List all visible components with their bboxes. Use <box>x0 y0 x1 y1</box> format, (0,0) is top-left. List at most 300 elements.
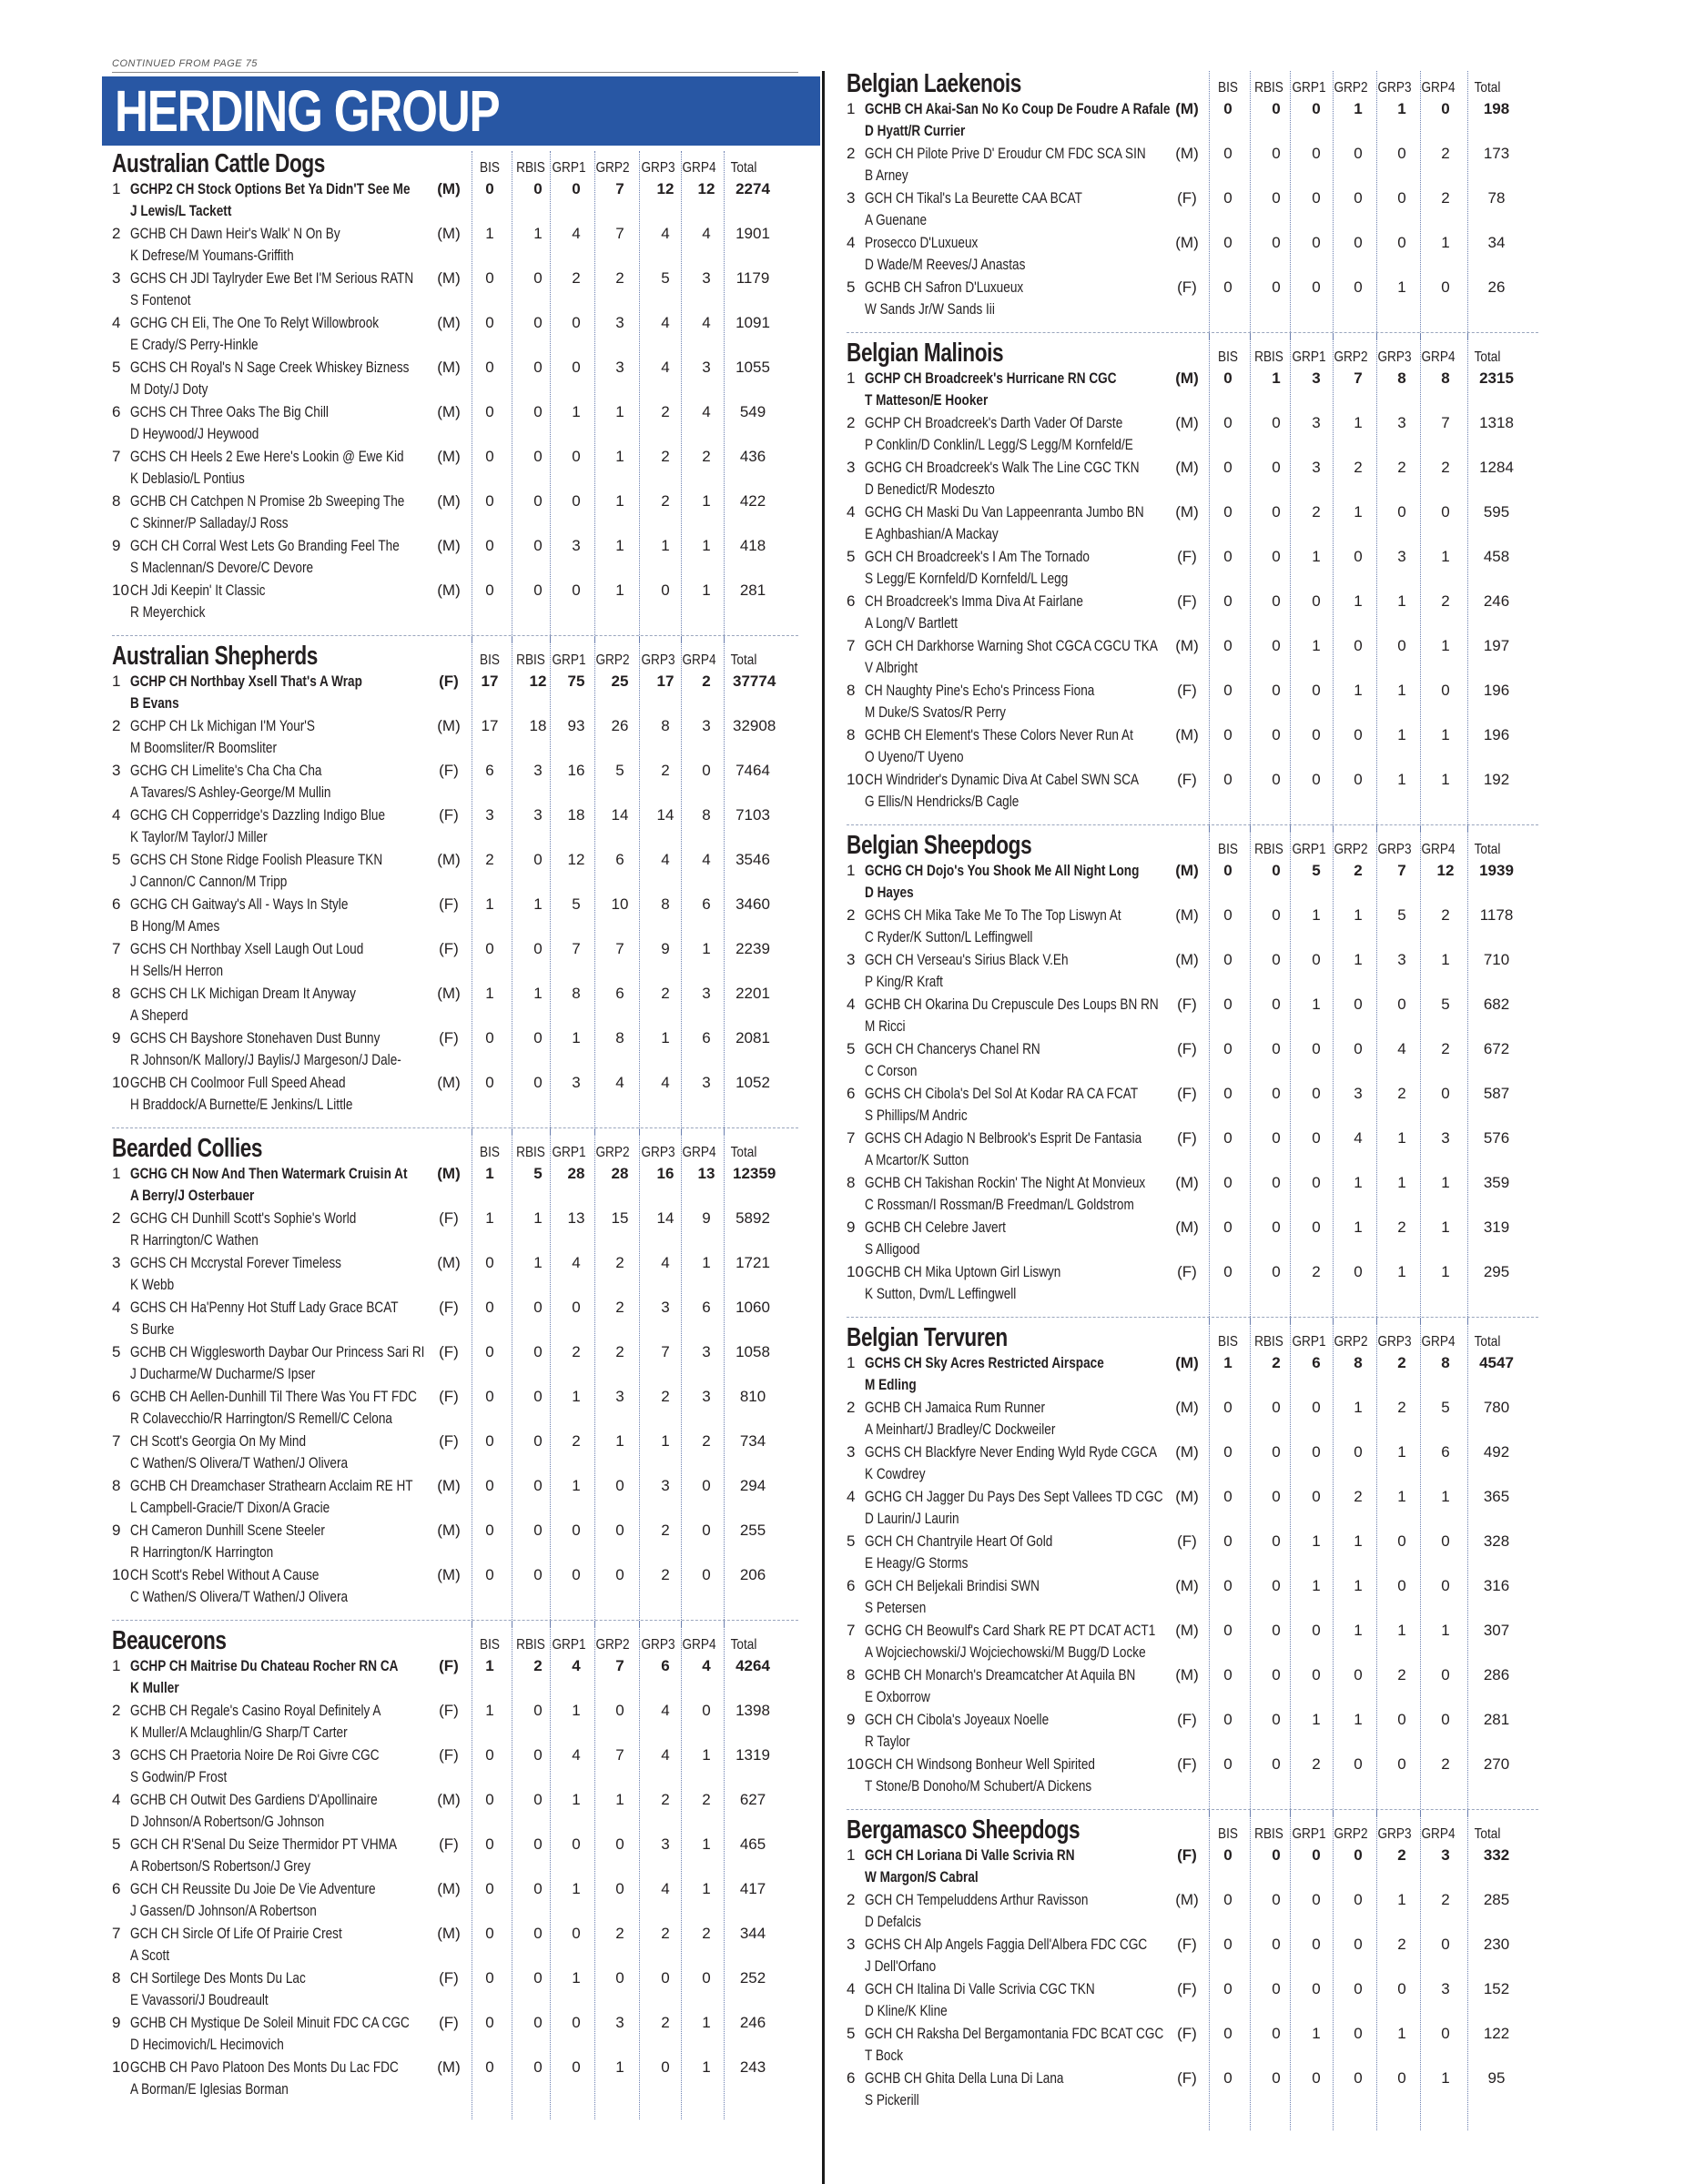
table-row <box>847 1889 1538 1934</box>
stat-total: 780 <box>1483 1399 1510 1416</box>
stat-grp3: 2 <box>661 762 670 779</box>
dog-name: CH Jdi Keepin' It Classic <box>130 581 266 599</box>
stat-grp1: 4 <box>572 225 581 242</box>
stat-grp4: 3 <box>1441 1980 1450 1997</box>
rank: 1 <box>847 1354 856 1371</box>
stat-bis: 0 <box>1223 503 1233 521</box>
dog-name: GCHS CH Bayshore Stonehaven Dust Bunny <box>130 1029 380 1046</box>
sex: (F) <box>1177 1263 1197 1280</box>
top-rule <box>112 72 798 73</box>
stat-total: 682 <box>1483 996 1510 1013</box>
sex: (M) <box>1175 862 1199 879</box>
breed-section <box>847 1809 1538 2123</box>
rank: 4 <box>112 314 121 331</box>
owners: T Bock <box>865 2047 904 2064</box>
stat-grp1: 2 <box>572 1432 581 1450</box>
sex: (F) <box>439 1835 459 1853</box>
stat-total: 332 <box>1483 1846 1510 1864</box>
stat-grp4: 1 <box>702 1254 711 1271</box>
stat-grp1: 0 <box>1312 682 1321 699</box>
stat-grp3: 2 <box>1397 1936 1406 1953</box>
stat-bis: 0 <box>1223 189 1233 207</box>
stat-rbis: 0 <box>1272 592 1281 610</box>
dog-name: GCHS CH Ha'Penny Hot Stuff Lady Grace BCAT <box>130 1299 399 1316</box>
owners: S Godwin/P Frost <box>130 1768 228 1785</box>
stat-bis: 0 <box>1223 1532 1233 1550</box>
stat-grp2: 0 <box>1354 1755 1363 1773</box>
stat-bis: 2 <box>485 851 494 868</box>
sex: (F) <box>439 1657 459 1674</box>
column-header-grp1: GRP1 <box>1292 1826 1326 1842</box>
stat-grp1: 0 <box>572 1522 581 1539</box>
dog-name: CH Scott's Georgia On My Mind <box>130 1432 307 1450</box>
stat-grp4: 2 <box>1441 189 1450 207</box>
stat-total: 196 <box>1483 682 1510 699</box>
stat-grp2: 0 <box>1354 2025 1363 2042</box>
stat-rbis: 0 <box>533 581 543 599</box>
sex: (F) <box>439 940 459 957</box>
table-row <box>847 1083 1538 1127</box>
stat-grp2: 14 <box>611 806 629 824</box>
stat-rbis: 0 <box>1272 1040 1281 1057</box>
table-row <box>847 501 1538 546</box>
table-row <box>847 635 1538 680</box>
stat-grp2: 3 <box>615 2014 624 2031</box>
stat-grp4: 2 <box>702 1791 711 1808</box>
rank: 9 <box>112 1522 121 1539</box>
stat-grp3: 0 <box>661 2058 670 2076</box>
table-row <box>847 724 1538 769</box>
stat-grp3: 3 <box>661 1477 670 1494</box>
continued-note: CONTINUED FROM PAGE 75 <box>112 58 258 69</box>
stat-bis: 0 <box>1223 1488 1233 1505</box>
stat-grp2: 0 <box>1354 189 1363 207</box>
stat-rbis: 0 <box>1272 1666 1281 1684</box>
sex: (F) <box>439 1969 459 1987</box>
sex: (F) <box>439 1029 459 1046</box>
stat-total: 197 <box>1483 637 1510 654</box>
stat-rbis: 0 <box>533 448 543 465</box>
table-row <box>847 1441 1538 1486</box>
stat-grp3: 1 <box>1397 771 1406 788</box>
breed-header <box>847 71 1538 98</box>
stat-bis: 0 <box>1223 548 1233 565</box>
sex: (F) <box>439 895 459 913</box>
stat-grp2: 7 <box>615 940 624 957</box>
breed-header <box>847 1817 1538 1845</box>
stat-grp4: 2 <box>1441 145 1450 162</box>
stat-rbis: 0 <box>1272 1085 1281 1102</box>
sex: (F) <box>439 1209 459 1227</box>
stat-total: 2081 <box>735 1029 770 1046</box>
stat-bis: 0 <box>485 1566 494 1583</box>
stat-grp1: 0 <box>1312 1399 1321 1416</box>
dog-name: GCHG CH Dojo's You Shook Me All Night Long <box>865 862 1140 879</box>
owners: R Harrington/C Wathen <box>130 1231 259 1249</box>
table-row <box>847 1934 1538 1978</box>
stat-grp2: 10 <box>611 895 629 913</box>
dog-name: GCHS CH Cibola's Del Sol At Kodar RA CA FCAT <box>865 1085 1139 1102</box>
stat-rbis: 0 <box>533 1299 543 1316</box>
breed-name: Bergamasco Sheepdogs <box>847 1815 1080 1845</box>
stat-grp2: 1 <box>1354 592 1363 610</box>
stat-grp2: 7 <box>615 225 624 242</box>
dog-name: GCHP2 CH Stock Options Bet Ya Didn'T See Me <box>130 180 411 197</box>
stat-grp1: 7 <box>572 940 581 957</box>
stat-rbis: 0 <box>533 940 543 957</box>
table-row <box>112 2012 798 2057</box>
stat-total: 319 <box>1483 1218 1510 1236</box>
owners: M Duke/S Svatos/R Perry <box>865 703 1006 721</box>
stat-grp3: 1 <box>1397 1622 1406 1639</box>
stat-rbis: 0 <box>533 1566 543 1583</box>
stat-grp2: 3 <box>1354 1085 1363 1102</box>
stat-bis: 0 <box>1223 862 1233 879</box>
stat-total: 7103 <box>735 806 770 824</box>
owners: B Hong/M Ames <box>130 917 220 935</box>
stat-rbis: 0 <box>1272 1174 1281 1191</box>
column-header-grp3: GRP3 <box>1377 842 1412 857</box>
stat-rbis: 3 <box>533 762 543 779</box>
table-row <box>112 938 798 983</box>
owners: S Alligood <box>865 1240 920 1258</box>
column-header-bis: BIS <box>480 652 500 668</box>
stat-rbis: 0 <box>1272 1980 1281 1997</box>
owners: E Aghbashian/A Mackay <box>865 525 999 542</box>
stat-grp2: 2 <box>615 269 624 287</box>
dog-name: GCHS CH JDI Taylryder Ewe Bet I'M Serious RATN <box>130 269 414 287</box>
stat-grp4: 2 <box>1441 1891 1450 1908</box>
stat-rbis: 0 <box>1272 145 1281 162</box>
table-row <box>112 1072 798 1117</box>
rank: 8 <box>112 1477 121 1494</box>
table-row <box>112 1208 798 1252</box>
column-header-bis: BIS <box>1218 842 1238 857</box>
stat-rbis: 0 <box>1272 2069 1281 2087</box>
stat-rbis: 0 <box>1272 1622 1281 1639</box>
stat-grp3: 0 <box>1397 503 1406 521</box>
stat-grp2: 0 <box>1354 145 1363 162</box>
stat-grp2: 1 <box>615 448 624 465</box>
table-row <box>847 1845 1538 1889</box>
stat-bis: 0 <box>485 1388 494 1405</box>
stat-grp4: 3 <box>702 1388 711 1405</box>
stat-bis: 0 <box>1223 1980 1233 1997</box>
stat-bis: 1 <box>485 1165 494 1182</box>
table-row <box>112 312 798 357</box>
sex: (M) <box>1175 459 1199 476</box>
stat-total: 122 <box>1483 2025 1510 2042</box>
stat-rbis: 1 <box>533 895 543 913</box>
dog-name: GCHB CH Celebre Javert <box>865 1218 1006 1236</box>
sex: (M) <box>1175 145 1199 162</box>
column-header-grp2: GRP2 <box>1334 1826 1368 1842</box>
table-row <box>112 446 798 490</box>
stat-grp3: 1 <box>1397 1891 1406 1908</box>
stat-grp2: 1 <box>1354 951 1363 968</box>
stat-grp2: 2 <box>1354 1488 1363 1505</box>
stat-rbis: 1 <box>533 1254 543 1271</box>
stat-grp4: 8 <box>1441 369 1450 387</box>
stat-total: 418 <box>739 537 766 554</box>
owners: G Ellis/N Hendricks/B Cagle <box>865 793 1020 810</box>
stat-bis: 0 <box>485 581 494 599</box>
rank: 9 <box>112 2014 121 2031</box>
stat-grp4: 6 <box>1441 1443 1450 1461</box>
stat-grp3: 3 <box>661 1299 670 1316</box>
stat-grp2: 1 <box>615 492 624 510</box>
stat-total: 196 <box>1483 726 1510 743</box>
stat-bis: 0 <box>1223 1891 1233 1908</box>
sex: (M) <box>1175 726 1199 743</box>
column-header-grp3: GRP3 <box>641 1145 675 1160</box>
stat-total: 198 <box>1483 100 1510 117</box>
stat-grp4: 4 <box>702 1657 711 1674</box>
dog-name: GCHG CH Beowulf's Card Shark RE PT DCAT ACT1 <box>865 1622 1156 1639</box>
table-row <box>112 1789 798 1834</box>
stat-bis: 0 <box>1223 1443 1233 1461</box>
stat-grp4: 1 <box>1441 548 1450 565</box>
sex: (M) <box>1175 100 1199 117</box>
stat-grp4: 0 <box>1441 1577 1450 1594</box>
stat-rbis: 0 <box>533 1880 543 1897</box>
dog-name: GCH CH Sircle Of Life Of Prairie Crest <box>130 1925 342 1942</box>
owners: W Sands Jr/W Sands Iii <box>865 300 995 318</box>
stat-total: 734 <box>739 1432 766 1450</box>
stat-grp3: 1 <box>1397 2025 1406 2042</box>
rank: 5 <box>112 359 121 376</box>
stat-rbis: 0 <box>1272 1129 1281 1147</box>
rank: 4 <box>847 1488 856 1505</box>
owners: M Ricci <box>865 1017 906 1035</box>
dog-name: GCHS CH Sky Acres Restricted Airspace <box>865 1354 1104 1371</box>
rank: 4 <box>112 1791 121 1808</box>
stat-rbis: 0 <box>1272 503 1281 521</box>
owners: K Muller <box>130 1679 179 1696</box>
stat-total: 286 <box>1483 1666 1510 1684</box>
dog-name: GCHS CH Stone Ridge Foolish Pleasure TKN <box>130 851 383 868</box>
sex: (M) <box>437 851 461 868</box>
rank: 7 <box>847 1129 856 1147</box>
table-row <box>112 1252 798 1297</box>
stat-grp3: 12 <box>656 180 675 197</box>
owners: D Johnson/A Robertson/G Johnson <box>130 1813 325 1830</box>
sex: (F) <box>439 1343 459 1360</box>
dog-name: GCH CH Broadcreek's I Am The Tornado <box>865 548 1090 565</box>
stat-total: 230 <box>1483 1936 1510 1953</box>
column-header-rbis: RBIS <box>1254 1334 1283 1350</box>
stat-grp1: 3 <box>572 537 581 554</box>
stat-bis: 0 <box>1223 726 1233 743</box>
dog-name: CH Sortilege Des Monts Du Lac <box>130 1969 306 1987</box>
sex: (F) <box>1177 1936 1197 1953</box>
rank: 10 <box>112 1566 129 1583</box>
owners: K Taylor/M Taylor/J Miller <box>130 828 268 845</box>
column-header-grp4: GRP4 <box>682 1145 716 1160</box>
column-header-grp4: GRP4 <box>1421 80 1456 96</box>
table-row <box>112 1923 798 1967</box>
sex: (F) <box>1177 548 1197 565</box>
stat-grp3: 6 <box>661 1657 670 1674</box>
owners: A Meinhart/J Bradley/C Dockweiler <box>865 1421 1056 1438</box>
stat-rbis: 0 <box>533 492 543 510</box>
stat-grp4: 4 <box>702 851 711 868</box>
rank: 3 <box>847 951 856 968</box>
dog-name: GCHB CH Pavo Platoon Des Monts Du Lac FDC <box>130 2058 399 2076</box>
stat-grp1: 1 <box>1312 548 1321 565</box>
stat-grp4: 12 <box>697 180 715 197</box>
stat-grp4: 1 <box>702 537 711 554</box>
stat-total: 365 <box>1483 1488 1510 1505</box>
stat-grp3: 1 <box>1397 726 1406 743</box>
stat-grp4: 1 <box>1441 1622 1450 1639</box>
stat-grp3: 2 <box>1397 1218 1406 1236</box>
stat-grp4: 2 <box>702 672 711 690</box>
owners: A Sheperd <box>130 1006 188 1024</box>
stat-grp2: 1 <box>1354 1174 1363 1191</box>
dog-name: GCHB CH Coolmoor Full Speed Ahead <box>130 1074 346 1091</box>
table-row <box>112 849 798 894</box>
stat-grp1: 1 <box>1312 1577 1321 1594</box>
column-header-grp2: GRP2 <box>595 160 630 176</box>
stat-grp1: 2 <box>572 269 581 287</box>
dog-name: GCHB CH Outwit Des Gardiens D'Apollinaire <box>130 1791 378 1808</box>
breed-section <box>112 1620 798 2112</box>
rank: 3 <box>847 1443 856 1461</box>
stat-total: 192 <box>1483 771 1510 788</box>
stat-rbis: 0 <box>1272 1577 1281 1594</box>
stat-grp2: 1 <box>1354 682 1363 699</box>
owners: V Albright <box>865 659 918 676</box>
stat-total: 1319 <box>735 1746 770 1764</box>
stat-total: 12359 <box>733 1165 776 1182</box>
stat-bis: 0 <box>485 1880 494 1897</box>
owners: E Heagy/G Storms <box>865 1554 969 1572</box>
stat-total: 422 <box>739 492 766 510</box>
stat-grp2: 7 <box>1354 369 1363 387</box>
stat-grp1: 3 <box>572 1074 581 1091</box>
sex: (F) <box>1177 1532 1197 1550</box>
stat-bis: 0 <box>1223 369 1233 387</box>
stat-bis: 0 <box>1223 682 1233 699</box>
table-row <box>847 457 1538 501</box>
stat-grp2: 6 <box>615 985 624 1002</box>
table-row <box>847 1261 1538 1306</box>
stat-total: 1284 <box>1479 459 1514 476</box>
stat-total: 252 <box>739 1969 766 1987</box>
rank: 5 <box>112 851 121 868</box>
stat-grp4: 0 <box>1441 1085 1450 1102</box>
stat-total: 1058 <box>735 1343 770 1360</box>
sex: (M) <box>1175 414 1199 431</box>
rank: 2 <box>847 1891 856 1908</box>
sex: (F) <box>1177 1085 1197 1102</box>
stat-grp4: 8 <box>702 806 711 824</box>
stat-grp4: 6 <box>702 1029 711 1046</box>
stat-bis: 0 <box>1223 1936 1233 1953</box>
stat-rbis: 0 <box>533 1835 543 1853</box>
stat-rbis: 0 <box>1272 1443 1281 1461</box>
stat-grp2: 0 <box>1354 1443 1363 1461</box>
table-row <box>112 1386 798 1431</box>
stat-grp2: 5 <box>615 762 624 779</box>
table-row <box>112 1834 798 1878</box>
stat-bis: 0 <box>1223 1755 1233 1773</box>
table-row <box>112 804 798 849</box>
rank: 6 <box>112 1388 121 1405</box>
sex: (M) <box>1175 1666 1199 1684</box>
stat-grp1: 0 <box>1312 1666 1321 1684</box>
owners: D Heywood/J Heywood <box>130 425 259 442</box>
stat-grp3: 1 <box>1397 1263 1406 1280</box>
stat-grp1: 1 <box>572 1477 581 1494</box>
stat-bis: 17 <box>481 672 499 690</box>
stat-rbis: 0 <box>533 2014 543 2031</box>
stat-bis: 0 <box>485 1432 494 1450</box>
stat-grp4: 5 <box>1441 996 1450 1013</box>
sex: (M) <box>437 1165 461 1182</box>
group-banner <box>102 76 817 146</box>
stat-grp4: 1 <box>702 1880 711 1897</box>
dog-name: GCHS CH Royal's N Sage Creek Whiskey Bizness <box>130 359 410 376</box>
stat-grp1: 3 <box>1312 369 1321 387</box>
stat-bis: 0 <box>485 940 494 957</box>
stat-grp4: 3 <box>1441 1129 1450 1147</box>
stat-total: 1178 <box>1479 906 1514 924</box>
rank: 4 <box>847 1980 856 1997</box>
table-row <box>847 680 1538 724</box>
dog-name: GCHG CH Limelite's Cha Cha Cha <box>130 762 322 779</box>
stat-total: 295 <box>1483 1263 1510 1280</box>
stat-bis: 0 <box>485 1254 494 1271</box>
stat-bis: 0 <box>1223 1085 1233 1102</box>
stat-rbis: 0 <box>1272 100 1281 117</box>
stat-rbis: 0 <box>533 851 543 868</box>
stat-bis: 0 <box>1223 637 1233 654</box>
column-header-grp1: GRP1 <box>552 1637 586 1653</box>
rank: 3 <box>847 459 856 476</box>
stat-rbis: 1 <box>1272 369 1281 387</box>
dog-name: GCHG CH Copperridge's Dazzling Indigo Blue <box>130 806 386 824</box>
stat-grp2: 8 <box>1354 1354 1363 1371</box>
stat-grp4: 1 <box>1441 1488 1450 1505</box>
stat-grp2: 0 <box>1354 1263 1363 1280</box>
sex: (M) <box>437 1477 461 1494</box>
stat-grp3: 2 <box>661 448 670 465</box>
stat-grp3: 5 <box>661 269 670 287</box>
stat-grp4: 1 <box>1441 2069 1450 2087</box>
dog-name: GCHB CH Wigglesworth Daybar Our Princess Sari RI <box>130 1343 425 1360</box>
stat-grp1: 0 <box>1312 1040 1321 1057</box>
breed-header <box>112 151 798 178</box>
stat-rbis: 2 <box>1272 1354 1281 1371</box>
stat-grp2: 0 <box>615 1566 624 1583</box>
sex: (M) <box>1175 951 1199 968</box>
owners: T Matteson/E Hooker <box>865 391 989 409</box>
table-row <box>112 983 798 1027</box>
dog-name: GCHB CH Element's These Colors Never Run At <box>865 726 1133 743</box>
dog-name: GCH CH R'Senal Du Seize Thermidor PT VHMA <box>130 1835 398 1853</box>
owners: P Conklin/D Conklin/L Legg/S Legg/M Kornfeld/E <box>865 436 1133 453</box>
dog-name: GCHB CH Catchpen N Promise 2b Sweeping The <box>130 492 405 510</box>
stat-grp1: 1 <box>1312 637 1321 654</box>
sex: (M) <box>437 492 461 510</box>
stat-rbis: 0 <box>533 537 543 554</box>
stat-grp2: 0 <box>1354 1936 1363 1953</box>
stat-grp3: 2 <box>1397 1846 1406 1864</box>
stat-bis: 0 <box>485 403 494 420</box>
sex: (F) <box>439 1388 459 1405</box>
